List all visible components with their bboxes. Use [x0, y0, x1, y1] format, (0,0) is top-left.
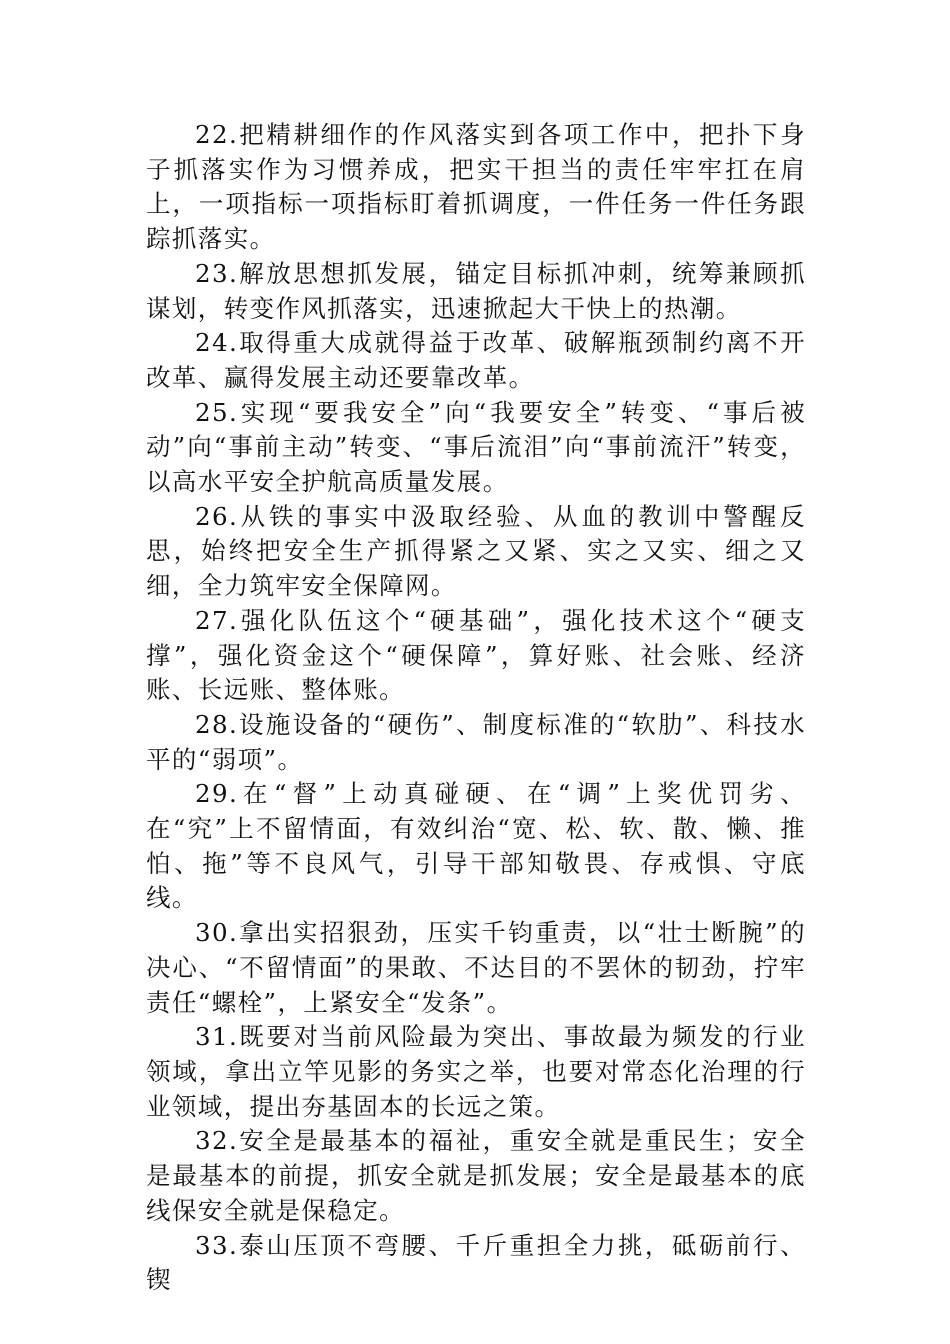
paragraph-28: 28.设施设备的“硬伤”、制度标准的“软肋”、科技水平的“弱项”。: [146, 709, 806, 774]
paragraph-30: 30.拿出实招狠劲，压实千钧重责，以“壮士断腕”的决心、“不留情面”的果敢、不达目的不罢休的韧劲，拧牢责任“螺栓”，上紧安全“发条”。: [146, 918, 806, 1017]
paragraph-22: 22.把精耕细作的作风落实到各项工作中，把扑下身子抓落实作为习惯养成，把实干担当的责任牢牢扛在肩上，一项指标一项指标盯着抓调度，一件任务一件任务跟踪抓落实。: [146, 120, 806, 254]
paragraph-23: 23.解放思想抓发展，锚定目标抓冲刺，统筹兼顾抓谋划，转变作风抓落实，迅速掀起大干快上的热潮。: [146, 258, 806, 323]
paragraph-25: 25.实现“要我安全”向“我要安全”转变、“事后被动”向“事前主动”转变、“事后流泪”向“事前流汗”转变，以高水平安全护航高质量发展。: [146, 397, 806, 497]
paragraph-32: 32.安全是最基本的福祉，重安全就是重民生；安全是最基本的前提，抓安全就是抓发展；安全是最基本的底线保安全就是保稳定。: [146, 1126, 806, 1225]
document-body: [146, 118, 806, 1298]
paragraph-24: 24.取得重大成就得益于改革、破解瓶颈制约离不开改革、赢得发展主动还要靠改革。: [146, 328, 806, 392]
paragraph-27: 27.强化队伍这个“硬基础”，强化技术这个“硬支撑”，强化资金这个“硬保障”，算好账、社会账、经济账、长远账、整体账。: [146, 605, 806, 705]
paragraph-33: 33.泰山压顶不弯腰、千斤重担全力挑，砥砺前行、锲: [146, 1230, 806, 1295]
paragraph-26: 26.从铁的事实中汲取经验、从血的教训中警醒反思，始终把安全生产抓得紧之又紧、实之又实、细之又细，全力筑牢安全保障网。: [146, 501, 806, 601]
paragraph-29: 29.在“督”上动真碰硬、在“调”上奖优罚劣、在“究”上不留情面，有效纠治“宽、松、软、散、懒、推怕、拖”等不良风气，引导干部知敬畏、存戒惧、守底线。: [146, 779, 806, 913]
paragraph-31: 31.既要对当前风险最为突出、事故最为频发的行业领域，拿出立竿见影的务实之举，也要对常态化治理的行业领域，提出夯基固本的长远之策。: [146, 1022, 806, 1121]
